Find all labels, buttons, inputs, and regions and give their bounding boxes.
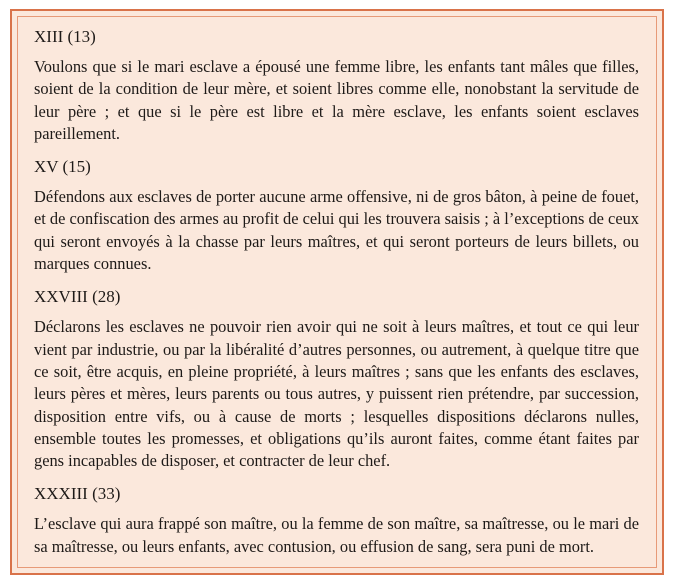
article-title: XXXIII (33) <box>34 484 121 504</box>
article-title: XV (15) <box>34 157 91 177</box>
article-text: Voulons que si le mari esclave a épousé une femme libre, les enfants tant mâles que filles, soient de la condition de leur mère, et soient libres comme elle, nonobstant la servitude de leur père ; et que si le père est libre et la mère esclave, les enfants soient esclaves pareillement. <box>34 57 639 143</box>
article-title: XXVIII (28) <box>34 287 121 307</box>
article-text: Défendons aux esclaves de porter aucune arme offensive, ni de gros bâton, à peine de fouet, et de confiscation des armes au profit de celui qui les trouvera saisis ; à l’exceptions de ceux qui seront envoyés à la chasse par leurs maîtres, et qui seront porteurs de leurs billets, ou marques connues. <box>34 187 639 274</box>
article-title: XIII (13) <box>34 27 96 46</box>
article-xiii <box>34 26 639 145</box>
document-frame <box>10 9 664 575</box>
article-xxviii <box>34 286 639 472</box>
article-text: Déclarons les esclaves ne pouvoir rien avoir qui ne soit à leurs maîtres, et tout ce qui leur vient par industrie, ou par la libéralité d’autres personnes, ou autrement, à quelque titre que ce soit, être acquis, en pleine propriété, à leurs maîtres ; sans que les enfants des esclaves, leurs pères et mères, leurs parents ou tous autres, y puissent rien prétendre, par succession, disposition entre vifs, ou à cause de morts ; lesquelles dispositions déclarons nulles, ensemble toutes les promesses, et obligations qu’ils auront faites, comme étant faites par gens incapables de disposer, et contracter de leur chef. <box>34 317 639 471</box>
article-xv <box>34 156 639 275</box>
article-text: L’esclave qui aura frappé son maître, ou la femme de son maître, sa maîtresse, ou le mari de sa maîtresse, ou leurs enfants, avec contusion, ou effusion de sang, sera puni de mort. <box>34 514 639 556</box>
articles-content <box>34 26 639 558</box>
article-xxxiii <box>34 483 639 558</box>
